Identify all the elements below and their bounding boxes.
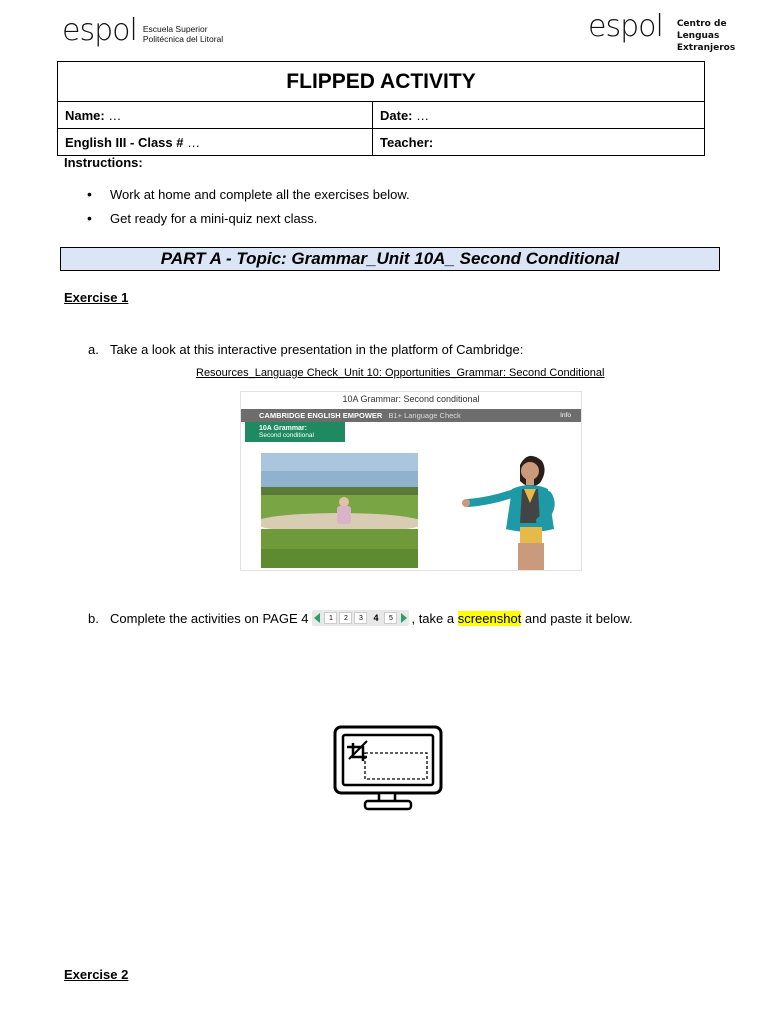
page-1-button[interactable]: 1 [324,612,337,624]
next-page-icon[interactable] [401,613,407,623]
espol-logo-subtitle: Escuela Superior Politécnica del Litoral [142,24,224,44]
date-field[interactable]: Date: … [373,102,705,129]
exercise-1-heading: Exercise 1 [64,290,129,305]
espol-logo-word: espol [62,13,137,48]
presentation-screenshot[interactable] [240,391,582,571]
instructions-heading: Instructions: [64,155,143,170]
page-3-button[interactable]: 3 [354,612,367,624]
screenshot-monitor-icon [333,725,445,813]
page-5-button[interactable]: 5 [384,612,397,624]
cle-logo [588,9,768,54]
presentation-tab: 10A Grammar: Second conditional [245,422,345,442]
cle-logo-subtitle: Centro de Lenguas Extranjeros [676,19,736,53]
cambridge-resource-link[interactable]: Resources_Language Check_Unit 10: Opportunities_Grammar: Second Conditional [196,367,605,379]
page-title: FLIPPED ACTIVITY [58,62,705,102]
exercise-1-item-a: a. Take a look at this interactive presentation in the platform of Cambridge: [88,342,524,357]
header-table [57,61,705,156]
page-navigator [312,610,409,626]
golf-photo [261,453,418,568]
teacher-field[interactable]: Teacher: [373,129,705,156]
highlighted-word: screenshot [457,610,522,626]
part-a-heading: PART A - Topic: Grammar_Unit 10A_ Second Conditional [60,247,720,271]
instructions-list [87,187,410,235]
cle-logo-word: espol [588,9,663,44]
page-2-button[interactable]: 2 [339,612,352,624]
list-item: • Get ready for a mini-quiz next class. [87,211,410,226]
page-4-button[interactable]: 4 [369,612,382,624]
exercise-2-heading: Exercise 2 [64,967,129,982]
espol-logo [62,13,224,48]
presentation-header-bar: CAMBRIDGE ENGLISH EMPOWER B1+ Language Check Info [241,409,582,422]
presenter-illustration [446,447,581,571]
class-field[interactable]: English III - Class # … [58,129,373,156]
prev-page-icon[interactable] [314,613,320,623]
name-field[interactable]: Name: … [58,102,373,129]
presentation-title: 10A Grammar: Second conditional [342,394,480,404]
info-button[interactable]: Info [560,412,571,419]
list-item: • Work at home and complete all the exercises below. [87,187,410,202]
exercise-1-item-b: b. Complete the activities on PAGE 4 1 2 3 4 5 , take a screenshot and paste it below. [88,610,633,626]
